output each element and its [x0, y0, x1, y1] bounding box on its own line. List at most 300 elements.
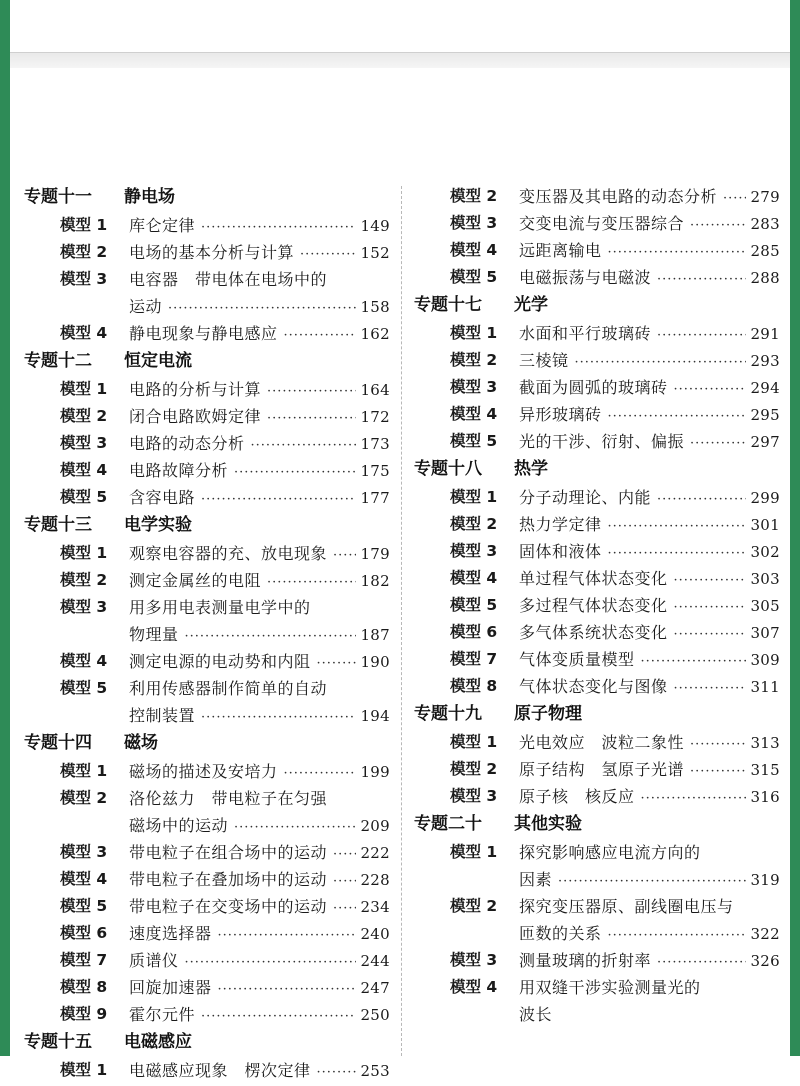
topic-number: 专题十九: [414, 704, 482, 724]
entry-line: [129, 621, 390, 648]
model-label: 模型 1: [60, 544, 108, 562]
toc-entry[interactable]: [24, 947, 390, 974]
entry-title: 利用传感器制作简单的自动: [129, 679, 328, 698]
entry-title: 气体状态变化与图像: [519, 677, 668, 696]
toc-entry[interactable]: [24, 239, 390, 266]
entry-line: [129, 457, 390, 484]
page-number: 291: [750, 325, 780, 343]
model-label: 模型 3: [450, 214, 498, 232]
model-label: 模型 4: [450, 241, 498, 259]
model-label: 模型 1: [450, 488, 498, 506]
toc-entry[interactable]: [24, 675, 390, 729]
entry-line: [519, 1001, 780, 1028]
model-label: 模型 5: [60, 488, 108, 506]
entry-title: 控制装置: [129, 706, 196, 725]
entry-body: [519, 592, 780, 619]
page-number: 326: [750, 952, 780, 970]
entry-line: [129, 758, 390, 785]
frame-right-border: [790, 0, 800, 1056]
entry-line: [129, 484, 390, 511]
entry-title: 光的干涉、衍射、偏振: [519, 432, 685, 451]
entry-title: 波长: [519, 1005, 553, 1024]
toc-entry[interactable]: [24, 974, 390, 1001]
topic-heading[interactable]: [414, 810, 780, 839]
toc-entry[interactable]: [414, 210, 780, 237]
model-label: 模型 1: [60, 1061, 108, 1079]
entry-line: [519, 783, 780, 810]
entry-line: [519, 920, 780, 947]
model-label: 模型 7: [60, 951, 108, 969]
toc-entry[interactable]: [414, 839, 780, 893]
entry-title: 远距离输电: [519, 241, 602, 260]
dot-leader: [657, 322, 746, 349]
entry-body: [519, 783, 780, 810]
entry-title: 电路的动态分析: [129, 434, 245, 453]
topic-title: 热学: [514, 459, 548, 479]
model-label: 模型 4: [450, 569, 498, 587]
entry-line: [519, 893, 780, 920]
dot-leader: [674, 621, 746, 648]
entry-line: [519, 538, 780, 565]
page-number: 162: [360, 325, 390, 343]
entry-title: 原子结构 氢原子光谱: [519, 760, 685, 779]
toc-entry[interactable]: [24, 320, 390, 347]
dot-leader: [641, 648, 746, 675]
dot-leader: [267, 569, 356, 596]
toc-entry[interactable]: [24, 785, 390, 839]
entry-body: [129, 675, 390, 729]
toc-entry[interactable]: [414, 592, 780, 619]
entry-body: [129, 1001, 390, 1028]
page-number: 240: [360, 925, 390, 943]
toc-entry[interactable]: [414, 374, 780, 401]
page-number: 285: [750, 242, 780, 260]
page-number: 311: [750, 678, 780, 696]
dot-leader: [234, 814, 356, 841]
entry-body: [129, 785, 390, 839]
entry-title: 霍尔元件: [129, 1005, 196, 1024]
entry-body: [519, 264, 780, 291]
page-number: 316: [750, 788, 780, 806]
toc-entry[interactable]: [414, 264, 780, 291]
entry-line: [519, 237, 780, 264]
entry-title: 固体和液体: [519, 542, 602, 561]
toc-entry[interactable]: [414, 183, 780, 210]
toc-entry[interactable]: [24, 212, 390, 239]
toc-entry[interactable]: [24, 1057, 390, 1084]
model-label: 模型 4: [450, 978, 498, 996]
toc-left-column: [24, 183, 390, 1084]
entry-line: [519, 511, 780, 538]
model-label: 模型 5: [60, 679, 108, 697]
dot-leader: [234, 459, 356, 486]
entry-title: 原子核 核反应: [519, 787, 635, 806]
entry-title: 洛伦兹力 带电粒子在匀强: [129, 789, 328, 808]
dot-leader: [267, 378, 356, 405]
entry-title: 分子动理论、内能: [519, 488, 652, 507]
model-label: 模型 3: [60, 843, 108, 861]
page-number: 303: [750, 570, 780, 588]
model-label: 模型 6: [60, 924, 108, 942]
page-number: 175: [360, 462, 390, 480]
model-label: 模型 7: [450, 650, 498, 668]
dot-leader: [218, 976, 356, 1003]
toc-entry[interactable]: [24, 540, 390, 567]
dot-leader: [608, 513, 746, 540]
entry-body: [129, 866, 390, 893]
page-number: 228: [360, 871, 390, 889]
entry-line: [519, 729, 780, 756]
entry-line: [129, 839, 390, 866]
entry-title: 光电效应 波粒二象性: [519, 733, 685, 752]
topic-number: 专题十五: [24, 1032, 92, 1052]
entry-title: 热力学定律: [519, 515, 602, 534]
toc-entry[interactable]: [414, 320, 780, 347]
entry-body: [129, 567, 390, 594]
page-number: 297: [750, 433, 780, 451]
topic-title: 其他实验: [514, 814, 582, 834]
model-label: 模型 4: [60, 870, 108, 888]
model-label: 模型 2: [450, 187, 498, 205]
entry-title: 含容电路: [129, 488, 196, 507]
entry-line: [519, 428, 780, 455]
toc-entry[interactable]: [24, 920, 390, 947]
page-number: 302: [750, 543, 780, 561]
entry-body: [519, 347, 780, 374]
page-number: 247: [360, 979, 390, 997]
entry-line: [519, 646, 780, 673]
model-label: 模型 1: [60, 380, 108, 398]
entry-line: [129, 947, 390, 974]
entry-body: [129, 266, 390, 320]
page-number: 172: [360, 408, 390, 426]
toc-entry[interactable]: [24, 1001, 390, 1028]
dot-leader: [251, 432, 356, 459]
entry-title: 观察电容器的充、放电现象: [129, 544, 328, 563]
dot-leader: [333, 841, 356, 868]
frame-top-border: [0, 0, 800, 56]
page-number: 187: [360, 626, 390, 644]
page-number: 194: [360, 707, 390, 725]
page-number: 322: [750, 925, 780, 943]
dot-leader: [185, 949, 356, 976]
entry-line: [129, 974, 390, 1001]
topic-heading[interactable]: [24, 183, 390, 212]
page-number: 179: [360, 545, 390, 563]
entry-body: [519, 320, 780, 347]
model-label: 模型 4: [60, 461, 108, 479]
entry-body: [129, 758, 390, 785]
toc-entry[interactable]: [24, 758, 390, 785]
page-number: 222: [360, 844, 390, 862]
model-label: 模型 1: [450, 843, 498, 861]
entry-body: [129, 212, 390, 239]
toc-entry[interactable]: [24, 376, 390, 403]
dot-leader: [690, 758, 746, 785]
toc-entry[interactable]: [24, 839, 390, 866]
page-number: 173: [360, 435, 390, 453]
dot-leader: [608, 403, 746, 430]
model-label: 模型 3: [60, 270, 108, 288]
entry-line: [519, 347, 780, 374]
entry-title: 带电粒子在交变场中的运动: [129, 897, 328, 916]
entry-line: [519, 947, 780, 974]
page-number: 209: [360, 817, 390, 835]
dot-leader: [657, 949, 746, 976]
toc-entry[interactable]: [414, 347, 780, 374]
model-label: 模型 5: [450, 596, 498, 614]
entry-line: [129, 320, 390, 347]
model-label: 模型 4: [450, 405, 498, 423]
model-label: 模型 4: [60, 324, 108, 342]
entry-line: [129, 403, 390, 430]
entry-body: [519, 729, 780, 756]
entry-title: 闭合电路欧姆定律: [129, 407, 262, 426]
entry-title: 回旋加速器: [129, 978, 212, 997]
model-label: 模型 1: [60, 216, 108, 234]
dot-leader: [674, 376, 746, 403]
entry-body: [519, 237, 780, 264]
page-number: 152: [360, 244, 390, 262]
model-label: 模型 1: [60, 762, 108, 780]
dot-leader: [657, 486, 746, 513]
toc-entry[interactable]: [24, 594, 390, 648]
entry-line: [129, 239, 390, 266]
topic-title: 磁场: [124, 733, 158, 753]
topic-heading[interactable]: [24, 511, 390, 540]
toc-entry[interactable]: [24, 430, 390, 457]
model-label: 模型 3: [60, 434, 108, 452]
entry-title: 库仑定律: [129, 216, 196, 235]
page-number: 313: [750, 734, 780, 752]
entry-body: [129, 239, 390, 266]
entry-body: [519, 484, 780, 511]
entry-body: [129, 920, 390, 947]
page-number: 295: [750, 406, 780, 424]
entry-body: [519, 183, 780, 210]
toc-entry[interactable]: [414, 565, 780, 592]
model-label: 模型 2: [450, 351, 498, 369]
entry-line: [519, 592, 780, 619]
toc-entry[interactable]: [414, 974, 780, 1028]
entry-body: [519, 374, 780, 401]
toc-entry[interactable]: [414, 783, 780, 810]
entry-title: 多气体系统状态变化: [519, 623, 668, 642]
entry-body: [519, 210, 780, 237]
entry-title: 单过程气体状态变化: [519, 569, 668, 588]
dot-leader: [218, 922, 356, 949]
entry-title: 三棱镜: [519, 351, 569, 370]
entry-line: [519, 484, 780, 511]
topic-heading[interactable]: [414, 291, 780, 320]
entry-body: [129, 457, 390, 484]
entry-title: 异形玻璃砖: [519, 405, 602, 424]
model-label: 模型 6: [450, 623, 498, 641]
entry-body: [519, 947, 780, 974]
entry-title: 磁场中的运动: [129, 816, 229, 835]
page-number: 158: [360, 298, 390, 316]
page-number: 250: [360, 1006, 390, 1024]
dot-leader: [168, 295, 356, 322]
page-number: 234: [360, 898, 390, 916]
entry-title: 探究影响感应电流方向的: [519, 843, 701, 862]
model-label: 模型 4: [60, 652, 108, 670]
toc-entry[interactable]: [414, 538, 780, 565]
entry-title: 变压器及其电路的动态分析: [519, 187, 718, 206]
dot-leader: [185, 623, 356, 650]
dot-leader: [333, 895, 356, 922]
model-label: 模型 2: [450, 897, 498, 915]
model-label: 模型 8: [60, 978, 108, 996]
entry-body: [129, 839, 390, 866]
toc-entry[interactable]: [24, 457, 390, 484]
model-label: 模型 5: [450, 432, 498, 450]
toc-entry[interactable]: [24, 403, 390, 430]
toc-entry[interactable]: [414, 401, 780, 428]
entry-body: [129, 974, 390, 1001]
entry-title: 磁场的描述及安培力: [129, 762, 278, 781]
dot-leader: [201, 704, 356, 731]
dot-leader: [674, 567, 746, 594]
entry-line: [519, 866, 780, 893]
page-number: 244: [360, 952, 390, 970]
model-label: 模型 1: [450, 733, 498, 751]
entry-line: [129, 702, 390, 729]
model-label: 模型 5: [60, 897, 108, 915]
model-label: 模型 8: [450, 677, 498, 695]
toc-entry[interactable]: [414, 646, 780, 673]
topic-number: 专题二十: [414, 814, 482, 834]
topic-heading[interactable]: [24, 1028, 390, 1057]
dot-leader: [333, 868, 356, 895]
entry-body: [129, 648, 390, 675]
toc-entry[interactable]: [414, 484, 780, 511]
entry-body: [519, 974, 780, 1028]
topic-heading[interactable]: [24, 347, 390, 376]
entry-body: [519, 511, 780, 538]
entry-title: 交变电流与变压器综合: [519, 214, 685, 233]
model-label: 模型 2: [60, 243, 108, 261]
model-label: 模型 3: [450, 542, 498, 560]
entry-line: [129, 293, 390, 320]
topic-heading[interactable]: [24, 729, 390, 758]
entry-body: [129, 376, 390, 403]
entry-body: [519, 401, 780, 428]
entry-line: [129, 540, 390, 567]
page-number: 293: [750, 352, 780, 370]
entry-line: [129, 893, 390, 920]
entry-line: [129, 866, 390, 893]
entry-body: [519, 538, 780, 565]
dot-leader: [201, 1003, 356, 1030]
entry-body: [519, 646, 780, 673]
toc-entry[interactable]: [24, 648, 390, 675]
page-number: 253: [360, 1062, 390, 1080]
model-label: 模型 2: [450, 760, 498, 778]
entry-body: [519, 428, 780, 455]
page-number: 309: [750, 651, 780, 669]
page-number: 319: [750, 871, 780, 889]
entry-line: [129, 1057, 390, 1084]
page-number: 294: [750, 379, 780, 397]
toc-entry[interactable]: [414, 673, 780, 700]
page-number: 177: [360, 489, 390, 507]
toc-entry[interactable]: [414, 237, 780, 264]
toc-entry[interactable]: [24, 866, 390, 893]
toc-entry[interactable]: [24, 567, 390, 594]
entry-body: [519, 619, 780, 646]
entry-title: 电容器 带电体在电场中的: [129, 270, 328, 289]
toc-entry[interactable]: [414, 428, 780, 455]
dot-leader: [575, 349, 746, 376]
entry-line: [519, 320, 780, 347]
page-number: 182: [360, 572, 390, 590]
toc-entry[interactable]: [24, 266, 390, 320]
entry-body: [519, 893, 780, 947]
model-label: 模型 3: [60, 598, 108, 616]
entry-title: 因素: [519, 870, 553, 889]
entry-title: 速度选择器: [129, 924, 212, 943]
entry-title: 测定电源的电动势和内阻: [129, 652, 311, 671]
entry-line: [519, 210, 780, 237]
entry-body: [129, 540, 390, 567]
model-label: 模型 3: [450, 378, 498, 396]
entry-line: [129, 430, 390, 457]
toc-entry[interactable]: [414, 729, 780, 756]
topic-title: 恒定电流: [124, 351, 192, 371]
toc-entry[interactable]: [24, 484, 390, 511]
entry-line: [519, 565, 780, 592]
page-number: 315: [750, 761, 780, 779]
dot-leader: [641, 785, 746, 812]
topic-heading[interactable]: [414, 455, 780, 484]
entry-body: [129, 594, 390, 648]
topic-heading[interactable]: [414, 700, 780, 729]
dot-leader: [267, 405, 356, 432]
entry-title: 运动: [129, 297, 163, 316]
entry-body: [129, 484, 390, 511]
toc-entry[interactable]: [414, 756, 780, 783]
topic-number: 专题十一: [24, 187, 92, 207]
toc-entry[interactable]: [414, 893, 780, 947]
page-number: 299: [750, 489, 780, 507]
topic-title: 原子物理: [514, 704, 582, 724]
topic-number: 专题十四: [24, 733, 92, 753]
page-number: 199: [360, 763, 390, 781]
dot-leader: [558, 868, 746, 895]
page-number: 288: [750, 269, 780, 287]
toc-entry[interactable]: [414, 511, 780, 538]
model-label: 模型 3: [450, 951, 498, 969]
frame-left-border: [0, 0, 10, 1056]
entry-title: 质谱仪: [129, 951, 179, 970]
toc-entry[interactable]: [414, 619, 780, 646]
toc-entry[interactable]: [414, 947, 780, 974]
page-number: 279: [750, 188, 780, 206]
toc-entry[interactable]: [24, 893, 390, 920]
entry-line: [519, 401, 780, 428]
entry-title: 电路故障分析: [129, 461, 229, 480]
entry-line: [129, 567, 390, 594]
topic-number: 专题十八: [414, 459, 482, 479]
dot-leader: [674, 675, 746, 702]
topic-number: 专题十七: [414, 295, 482, 315]
entry-title: 带电粒子在组合场中的运动: [129, 843, 328, 862]
entry-title: 测定金属丝的电阻: [129, 571, 262, 590]
entry-title: 用双缝干涉实验测量光的: [519, 978, 701, 997]
entry-line: [129, 594, 390, 621]
dot-leader: [608, 540, 746, 567]
